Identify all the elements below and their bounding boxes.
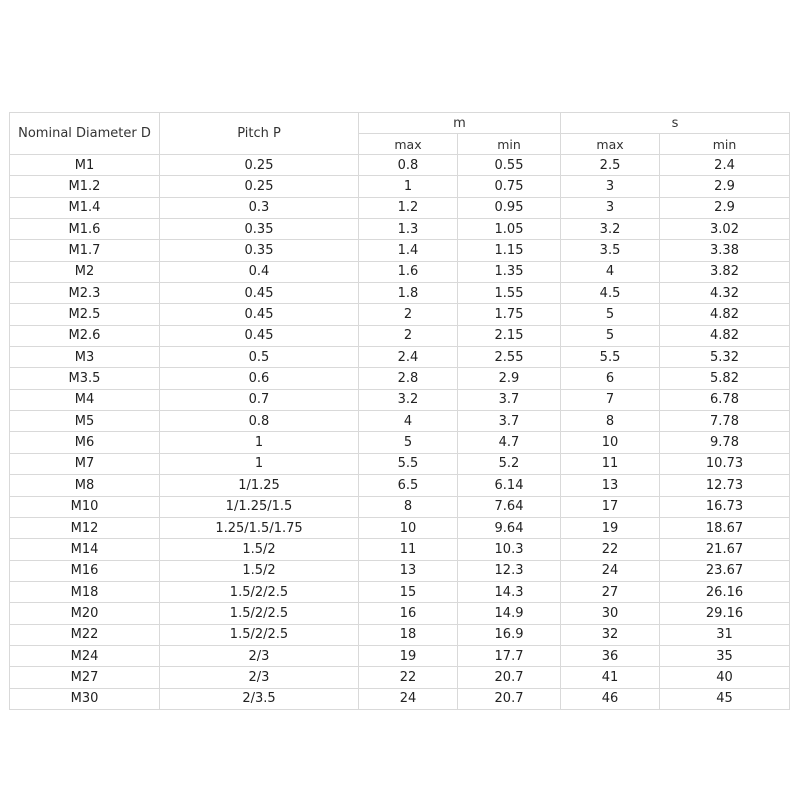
cell-s-max: 2.5 [561, 155, 660, 176]
cell-s-min: 18.67 [660, 517, 790, 538]
cell-m-min: 0.55 [458, 155, 561, 176]
cell-nominal-diameter: M1.2 [10, 176, 160, 197]
table-row [10, 624, 790, 645]
cell-m-min: 0.95 [458, 197, 561, 218]
cell-nominal-diameter: M2.5 [10, 304, 160, 325]
cell-nominal-diameter: M1 [10, 155, 160, 176]
cell-nominal-diameter: M24 [10, 645, 160, 666]
cell-s-max: 17 [561, 496, 660, 517]
cell-m-min: 1.35 [458, 261, 561, 282]
cell-pitch: 0.7 [160, 389, 359, 410]
table-row [10, 197, 790, 218]
cell-s-min: 40 [660, 667, 790, 688]
cell-m-max: 5.5 [359, 453, 458, 474]
cell-s-min: 29.16 [660, 603, 790, 624]
cell-m-max: 2 [359, 304, 458, 325]
cell-m-max: 1.3 [359, 219, 458, 240]
cell-m-max: 15 [359, 581, 458, 602]
table-row [10, 368, 790, 389]
cell-nominal-diameter: M27 [10, 667, 160, 688]
cell-m-max: 2 [359, 325, 458, 346]
cell-pitch: 1.5/2 [160, 539, 359, 560]
cell-s-max: 46 [561, 688, 660, 709]
cell-pitch: 1.5/2 [160, 560, 359, 581]
cell-nominal-diameter: M22 [10, 624, 160, 645]
cell-m-max: 2.4 [359, 347, 458, 368]
header-m-min: min [458, 134, 561, 155]
cell-s-max: 8 [561, 411, 660, 432]
table-row [10, 475, 790, 496]
cell-m-min: 17.7 [458, 645, 561, 666]
cell-pitch: 0.45 [160, 283, 359, 304]
cell-m-min: 5.2 [458, 453, 561, 474]
header-m-max: max [359, 134, 458, 155]
cell-m-max: 13 [359, 560, 458, 581]
cell-s-max: 3.5 [561, 240, 660, 261]
table-row [10, 283, 790, 304]
table-row [10, 411, 790, 432]
table-row [10, 581, 790, 602]
header-s-min: min [660, 134, 790, 155]
cell-m-max: 18 [359, 624, 458, 645]
cell-s-max: 3 [561, 197, 660, 218]
header-s: s [561, 113, 790, 134]
cell-nominal-diameter: M14 [10, 539, 160, 560]
cell-pitch: 1.5/2/2.5 [160, 624, 359, 645]
cell-pitch: 0.8 [160, 411, 359, 432]
cell-s-min: 31 [660, 624, 790, 645]
cell-s-max: 10 [561, 432, 660, 453]
cell-m-max: 6.5 [359, 475, 458, 496]
cell-s-min: 3.02 [660, 219, 790, 240]
cell-nominal-diameter: M3.5 [10, 368, 160, 389]
cell-s-max: 13 [561, 475, 660, 496]
cell-s-min: 16.73 [660, 496, 790, 517]
cell-s-max: 4.5 [561, 283, 660, 304]
nut-dimensions-table [9, 112, 790, 710]
header-nominal-diameter: Nominal Diameter D [10, 113, 160, 155]
cell-s-max: 5.5 [561, 347, 660, 368]
cell-s-min: 9.78 [660, 432, 790, 453]
cell-pitch: 0.45 [160, 325, 359, 346]
cell-nominal-diameter: M2.6 [10, 325, 160, 346]
table-row [10, 603, 790, 624]
table-row [10, 347, 790, 368]
cell-pitch: 1.25/1.5/1.75 [160, 517, 359, 538]
header-pitch: Pitch P [160, 113, 359, 155]
cell-s-max: 3 [561, 176, 660, 197]
cell-m-min: 1.75 [458, 304, 561, 325]
header-m: m [359, 113, 561, 134]
cell-s-min: 7.78 [660, 411, 790, 432]
cell-pitch: 0.5 [160, 347, 359, 368]
cell-s-min: 23.67 [660, 560, 790, 581]
cell-pitch: 1.5/2/2.5 [160, 581, 359, 602]
cell-nominal-diameter: M2 [10, 261, 160, 282]
table-header [10, 113, 790, 155]
table-body [10, 155, 790, 710]
cell-pitch: 1.5/2/2.5 [160, 603, 359, 624]
cell-s-max: 30 [561, 603, 660, 624]
cell-nominal-diameter: M1.7 [10, 240, 160, 261]
cell-pitch: 0.35 [160, 240, 359, 261]
header-s-max: max [561, 134, 660, 155]
cell-pitch: 0.4 [160, 261, 359, 282]
cell-m-max: 0.8 [359, 155, 458, 176]
cell-nominal-diameter: M12 [10, 517, 160, 538]
cell-m-min: 12.3 [458, 560, 561, 581]
cell-s-min: 2.4 [660, 155, 790, 176]
cell-s-min: 10.73 [660, 453, 790, 474]
cell-s-max: 3.2 [561, 219, 660, 240]
cell-pitch: 0.3 [160, 197, 359, 218]
cell-s-max: 6 [561, 368, 660, 389]
cell-nominal-diameter: M7 [10, 453, 160, 474]
cell-nominal-diameter: M2.3 [10, 283, 160, 304]
cell-s-max: 5 [561, 304, 660, 325]
cell-nominal-diameter: M3 [10, 347, 160, 368]
cell-m-max: 1.8 [359, 283, 458, 304]
cell-m-min: 6.14 [458, 475, 561, 496]
cell-s-max: 24 [561, 560, 660, 581]
cell-nominal-diameter: M18 [10, 581, 160, 602]
cell-m-min: 3.7 [458, 389, 561, 410]
table-row [10, 560, 790, 581]
cell-m-max: 16 [359, 603, 458, 624]
cell-m-min: 20.7 [458, 688, 561, 709]
cell-s-max: 5 [561, 325, 660, 346]
cell-nominal-diameter: M30 [10, 688, 160, 709]
cell-nominal-diameter: M20 [10, 603, 160, 624]
cell-m-min: 2.9 [458, 368, 561, 389]
cell-pitch: 2/3.5 [160, 688, 359, 709]
cell-m-min: 1.05 [458, 219, 561, 240]
table-row [10, 517, 790, 538]
table-row [10, 645, 790, 666]
cell-m-min: 14.3 [458, 581, 561, 602]
header-row-top [10, 113, 790, 134]
cell-m-min: 2.15 [458, 325, 561, 346]
table-row [10, 325, 790, 346]
cell-nominal-diameter: M10 [10, 496, 160, 517]
cell-nominal-diameter: M16 [10, 560, 160, 581]
cell-s-max: 36 [561, 645, 660, 666]
cell-m-min: 10.3 [458, 539, 561, 560]
cell-pitch: 0.6 [160, 368, 359, 389]
table-row [10, 304, 790, 325]
cell-m-max: 1.6 [359, 261, 458, 282]
cell-m-max: 3.2 [359, 389, 458, 410]
cell-nominal-diameter: M5 [10, 411, 160, 432]
cell-pitch: 0.25 [160, 155, 359, 176]
cell-s-min: 2.9 [660, 176, 790, 197]
cell-s-min: 35 [660, 645, 790, 666]
table-row [10, 176, 790, 197]
table-row [10, 667, 790, 688]
table-row [10, 389, 790, 410]
cell-s-min: 12.73 [660, 475, 790, 496]
cell-m-min: 7.64 [458, 496, 561, 517]
cell-pitch: 2/3 [160, 645, 359, 666]
cell-m-min: 3.7 [458, 411, 561, 432]
cell-s-min: 5.32 [660, 347, 790, 368]
table-row [10, 453, 790, 474]
cell-s-max: 22 [561, 539, 660, 560]
cell-s-max: 4 [561, 261, 660, 282]
cell-s-min: 6.78 [660, 389, 790, 410]
cell-m-max: 8 [359, 496, 458, 517]
cell-s-max: 32 [561, 624, 660, 645]
cell-s-max: 19 [561, 517, 660, 538]
cell-s-min: 4.82 [660, 304, 790, 325]
cell-m-min: 4.7 [458, 432, 561, 453]
cell-m-max: 5 [359, 432, 458, 453]
table-row [10, 261, 790, 282]
cell-m-min: 0.75 [458, 176, 561, 197]
cell-m-min: 14.9 [458, 603, 561, 624]
cell-s-min: 4.82 [660, 325, 790, 346]
table-row [10, 219, 790, 240]
cell-m-max: 4 [359, 411, 458, 432]
cell-s-min: 3.38 [660, 240, 790, 261]
cell-m-max: 1.4 [359, 240, 458, 261]
cell-m-max: 1.2 [359, 197, 458, 218]
cell-m-max: 22 [359, 667, 458, 688]
cell-m-min: 16.9 [458, 624, 561, 645]
cell-nominal-diameter: M1.4 [10, 197, 160, 218]
cell-m-max: 2.8 [359, 368, 458, 389]
cell-m-min: 9.64 [458, 517, 561, 538]
table-row [10, 155, 790, 176]
cell-nominal-diameter: M6 [10, 432, 160, 453]
cell-m-min: 1.15 [458, 240, 561, 261]
cell-m-max: 1 [359, 176, 458, 197]
cell-m-max: 24 [359, 688, 458, 709]
cell-nominal-diameter: M4 [10, 389, 160, 410]
cell-m-max: 10 [359, 517, 458, 538]
cell-pitch: 1 [160, 432, 359, 453]
cell-s-min: 26.16 [660, 581, 790, 602]
cell-s-max: 11 [561, 453, 660, 474]
table-row [10, 539, 790, 560]
cell-m-min: 2.55 [458, 347, 561, 368]
table-row [10, 496, 790, 517]
cell-m-min: 20.7 [458, 667, 561, 688]
cell-s-min: 45 [660, 688, 790, 709]
cell-s-max: 41 [561, 667, 660, 688]
cell-s-min: 4.32 [660, 283, 790, 304]
table-row [10, 240, 790, 261]
cell-pitch: 1/1.25/1.5 [160, 496, 359, 517]
cell-nominal-diameter: M1.6 [10, 219, 160, 240]
cell-s-max: 27 [561, 581, 660, 602]
cell-pitch: 0.45 [160, 304, 359, 325]
cell-s-min: 21.67 [660, 539, 790, 560]
cell-m-max: 19 [359, 645, 458, 666]
cell-pitch: 1/1.25 [160, 475, 359, 496]
cell-s-min: 5.82 [660, 368, 790, 389]
table-row [10, 688, 790, 709]
cell-m-min: 1.55 [458, 283, 561, 304]
cell-pitch: 0.35 [160, 219, 359, 240]
cell-pitch: 1 [160, 453, 359, 474]
table-row [10, 432, 790, 453]
cell-s-max: 7 [561, 389, 660, 410]
cell-s-min: 2.9 [660, 197, 790, 218]
cell-pitch: 2/3 [160, 667, 359, 688]
cell-nominal-diameter: M8 [10, 475, 160, 496]
cell-m-max: 11 [359, 539, 458, 560]
cell-pitch: 0.25 [160, 176, 359, 197]
cell-s-min: 3.82 [660, 261, 790, 282]
